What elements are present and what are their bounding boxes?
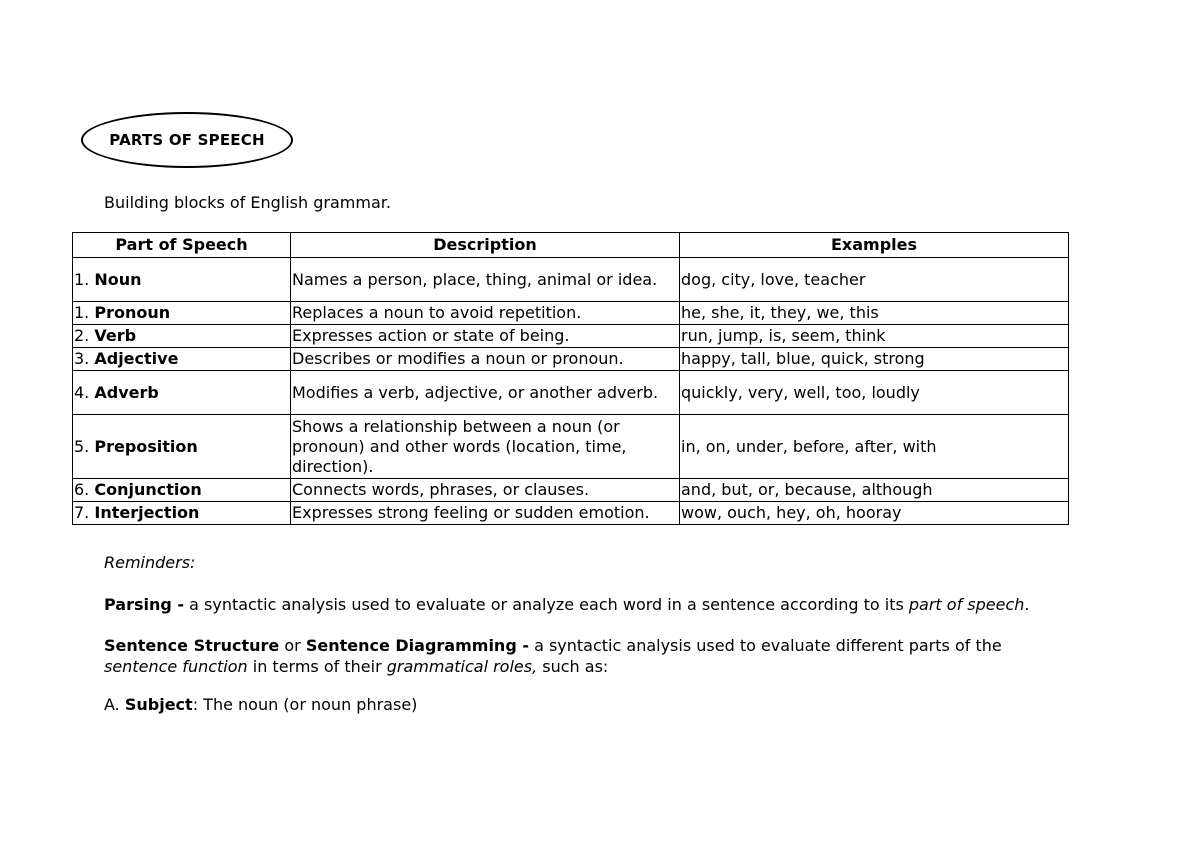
examples-cell: quickly, very, well, too, loudly xyxy=(680,371,1069,415)
row-number: 3. xyxy=(74,349,95,368)
table-row xyxy=(73,348,1069,371)
parsing-end: . xyxy=(1024,595,1030,614)
row-number: 5. xyxy=(74,436,95,456)
structure-text-1: a syntactic analysis used to evaluate different parts of the xyxy=(528,636,1002,655)
part-term: Conjunction xyxy=(94,480,202,499)
row-number: 4. xyxy=(74,382,95,402)
part-term: Adjective xyxy=(94,349,179,368)
row-number: 7. xyxy=(74,503,95,522)
examples-cell: and, but, or, because, although xyxy=(680,479,1069,502)
part-cell xyxy=(73,502,291,525)
part-cell xyxy=(73,325,291,348)
part-cell xyxy=(73,258,291,302)
part-cell xyxy=(73,415,291,479)
examples-cell: dog, city, love, teacher xyxy=(680,258,1069,302)
structure-text-3: such as: xyxy=(537,657,609,676)
structure-text-2: in terms of their xyxy=(247,657,387,676)
description-cell: Modifies a verb, adjective, or another adverb. xyxy=(291,371,680,415)
examples-cell: happy, tall, blue, quick, strong xyxy=(680,348,1069,371)
subject-paragraph xyxy=(104,694,1124,715)
header-part-of-speech: Part of Speech xyxy=(73,233,291,258)
table-header-row xyxy=(73,233,1069,258)
table-row xyxy=(73,479,1069,502)
table-row xyxy=(73,371,1069,415)
description-cell: Shows a relationship between a noun (or pronoun) and other words (location, time, direction). xyxy=(291,415,680,479)
structure-italic-2: grammatical roles, xyxy=(386,657,538,676)
description-cell: Connects words, phrases, or clauses. xyxy=(291,479,680,502)
table-row xyxy=(73,302,1069,325)
header-description: Description xyxy=(291,233,680,258)
parsing-text: a syntactic analysis used to evaluate or analyze each word in a sentence according to its xyxy=(184,595,909,614)
subject-term: Subject xyxy=(124,695,193,714)
part-term: Preposition xyxy=(94,436,198,456)
part-term: Verb xyxy=(94,326,137,345)
title-oval xyxy=(81,112,293,168)
subject-prefix: A. xyxy=(104,695,125,714)
page-title: PARTS OF SPEECH xyxy=(109,131,265,149)
part-cell xyxy=(73,348,291,371)
reminders-label: Reminders: xyxy=(104,553,196,572)
part-term: Interjection xyxy=(94,503,200,522)
row-number: 2. xyxy=(74,326,95,345)
structure-paragraph xyxy=(104,635,1124,677)
parsing-term: Parsing - xyxy=(104,595,185,614)
table-row xyxy=(73,325,1069,348)
header-examples: Examples xyxy=(680,233,1069,258)
parts-of-speech-table xyxy=(72,232,1069,525)
table-row xyxy=(73,415,1069,479)
description-cell: Names a person, place, thing, animal or idea. xyxy=(291,258,680,302)
row-number: 1. xyxy=(74,303,95,322)
examples-cell: he, she, it, they, we, this xyxy=(680,302,1069,325)
part-term: Noun xyxy=(94,269,142,289)
parsing-paragraph xyxy=(104,594,1124,615)
description-cell: Replaces a noun to avoid repetition. xyxy=(291,302,680,325)
examples-cell: in, on, under, before, after, with xyxy=(680,415,1069,479)
part-term: Pronoun xyxy=(94,303,171,322)
examples-cell: wow, ouch, hey, oh, hooray xyxy=(680,502,1069,525)
structure-or: or xyxy=(279,636,306,655)
diagramming-term: Sentence Diagramming - xyxy=(305,636,529,655)
description-cell: Describes or modifies a noun or pronoun. xyxy=(291,348,680,371)
subtitle: Building blocks of English grammar. xyxy=(104,193,391,212)
table-row xyxy=(73,258,1069,302)
parsing-italic: part of speech xyxy=(908,595,1025,614)
row-number: 6. xyxy=(74,480,95,499)
part-cell xyxy=(73,479,291,502)
description-cell: Expresses strong feeling or sudden emotion. xyxy=(291,502,680,525)
examples-cell: run, jump, is, seem, think xyxy=(680,325,1069,348)
part-cell xyxy=(73,371,291,415)
description-cell: Expresses action or state of being. xyxy=(291,325,680,348)
part-term: Adverb xyxy=(94,382,159,402)
structure-term: Sentence Structure xyxy=(104,636,280,655)
structure-italic-1: sentence function xyxy=(104,657,248,676)
reminders-heading xyxy=(104,552,1124,573)
row-number: 1. xyxy=(74,269,95,289)
part-cell xyxy=(73,302,291,325)
subject-text: : The noun (or noun phrase) xyxy=(192,695,418,714)
table-row xyxy=(73,502,1069,525)
